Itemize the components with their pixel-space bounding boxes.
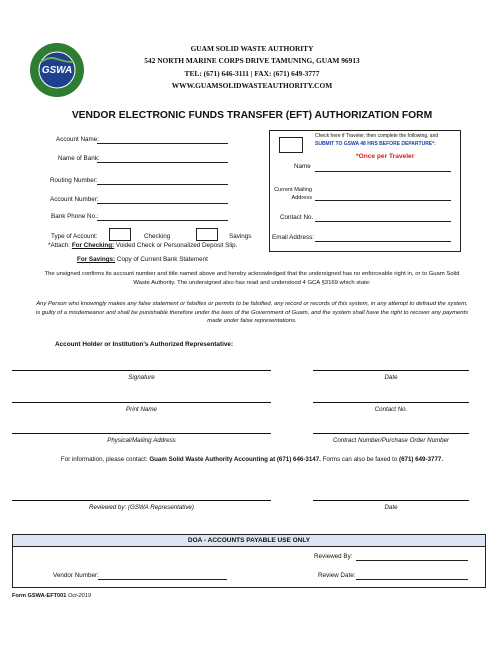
warning-line1: Any Person who knowingly makes any false statement or falsifies or permits to be falsified, any record or records of this system, in any attempt to defraud the system, [36, 301, 468, 307]
traveler-once: *Once per Traveler [356, 153, 415, 160]
reviewed-date-caption: Date [384, 504, 398, 511]
signature-caption: Signature [128, 374, 155, 381]
reviewed-by-caption: Reviewed by: (GSWA Representative) [89, 504, 194, 511]
traveler-check-text: Check here if Traveler, then complete the following, and [315, 133, 439, 139]
contact-no-line[interactable] [313, 402, 469, 403]
bank-phone-line[interactable] [97, 220, 228, 221]
logo-text: GSWA [41, 65, 73, 76]
traveler-mailing-label [270, 186, 312, 202]
doa-review-date-line[interactable] [356, 579, 468, 580]
doa-vendor-number-line[interactable] [98, 579, 227, 580]
routing-label: Routing Number: [50, 177, 98, 184]
doa-reviewed-by-line[interactable] [356, 560, 468, 561]
ack-line2: Waste Authority. The undersigned also has read and understood 4 GCA §3169 which state: [133, 279, 371, 286]
traveler-name-label: Name [294, 163, 311, 170]
mailing-line1: Current Mailing [274, 187, 312, 193]
ack-line1: The unsigned confirms its account number and title named above and hereby acknowledged that the undersigned has no enforceable right in, or to Guam Solid [44, 271, 460, 277]
contact-info [0, 456, 504, 463]
org-name: GUAM SOLID WASTE AUTHORITY [190, 44, 314, 53]
doa-vendor-number-label: Vendor Number: [53, 572, 99, 579]
traveler-mailing-line[interactable] [315, 200, 451, 201]
doa-header: DOA - ACCOUNTS PAYABLE USE ONLY [13, 535, 485, 547]
doa-review-date-label: Review Date: [318, 572, 356, 579]
doa-reviewed-by-label: Reviewed By: [314, 553, 353, 560]
savings-checkbox[interactable] [196, 228, 218, 241]
contact-no-caption: Contact No. [374, 406, 408, 413]
savings-label: Savings [229, 233, 252, 240]
signature-line[interactable] [12, 370, 271, 371]
traveler-contact-label: Contact No. [280, 214, 314, 221]
traveler-contact-line[interactable] [315, 221, 451, 222]
attach-savings-text: Copy of Current Bank Statement [116, 256, 208, 263]
print-name-line[interactable] [12, 402, 271, 403]
info-prefix: For information, please contact: [60, 456, 148, 463]
form-date: Oct-2019 [67, 593, 91, 599]
print-name-caption: Print Name [126, 406, 157, 413]
account-type-label: Type of Account: [51, 233, 98, 240]
attach-checking-label: For Checking: [71, 242, 115, 249]
contract-number-caption: Contract Number/Purchase Order Number [332, 437, 450, 444]
org-address: 542 NORTH MARINE CORPS DRIVE TAMUNING, GUAM 96913 [144, 56, 360, 65]
contract-number-line[interactable] [313, 433, 469, 434]
false-statement-warning [6, 300, 498, 326]
acknowledgement [8, 270, 496, 287]
reviewed-date-line[interactable] [313, 500, 469, 501]
bank-phone-label: Bank Phone No.: [51, 213, 99, 220]
form-number [12, 593, 91, 599]
attach-savings-label: For Savings: [77, 256, 116, 263]
traveler-email-label: Email Address: [272, 234, 314, 241]
info-accounting: Guam Solid Waste Authority Accounting at (671) 646-3147. [149, 456, 321, 463]
reviewed-by-line[interactable] [12, 500, 271, 501]
form-id: Form GSWA-EFT001 [12, 593, 67, 599]
form-title: VENDOR ELECTRONIC FUNDS TRANSFER (EFT) AUTHORIZATION FORM [71, 110, 433, 121]
signature-date-line[interactable] [313, 370, 469, 371]
address-caption: Physical/Mailing Address [107, 437, 176, 444]
account-name-line[interactable] [97, 143, 228, 144]
checking-checkbox[interactable] [109, 228, 131, 241]
signature-date-caption: Date [384, 374, 398, 381]
warning-line2: is guilty of a misdemeanor and shall be punishable therefore under the laws of the Government of Guam, and the system shall have the right to recover any payments [35, 309, 469, 316]
mailing-line2: Address [291, 195, 312, 201]
representative-heading: Account Holder or Institution's Authorized Representative: [55, 341, 234, 348]
account-name-label: Account Name: [56, 136, 100, 143]
traveler-name-line[interactable] [315, 171, 451, 172]
account-number-label: Account Number: [50, 196, 99, 203]
attach-checking-note [48, 242, 237, 249]
account-number-line[interactable] [97, 203, 228, 204]
warning-line3: made under false representations. [207, 318, 297, 325]
attach-savings-note [77, 256, 208, 263]
routing-line[interactable] [97, 184, 228, 185]
org-website: WWW.GUAMSOLIDWASTEAUTHORITY.COM [171, 81, 333, 90]
attach-checking-text: Voided Check or Personalized Deposit Slip. [115, 242, 238, 249]
checking-label: Checking [144, 233, 171, 240]
traveler-email-line[interactable] [315, 241, 451, 242]
info-fax: (671) 649-3777. [399, 456, 444, 463]
org-phone: TEL: (671) 646-3111 | FAX: (671) 649-3777 [184, 69, 320, 78]
traveler-submit-text: SUBMIT TO GSWA 48 HRS BEFORE DEPARTURE*: [315, 141, 436, 147]
traveler-checkbox[interactable] [279, 137, 303, 153]
bank-name-line[interactable] [97, 162, 228, 163]
info-mid: Forms can also be faxed to [322, 456, 398, 463]
attach-prefix: *Attach: [48, 242, 71, 249]
bank-name-label: Name of Bank: [58, 155, 100, 162]
address-line[interactable] [12, 433, 271, 434]
